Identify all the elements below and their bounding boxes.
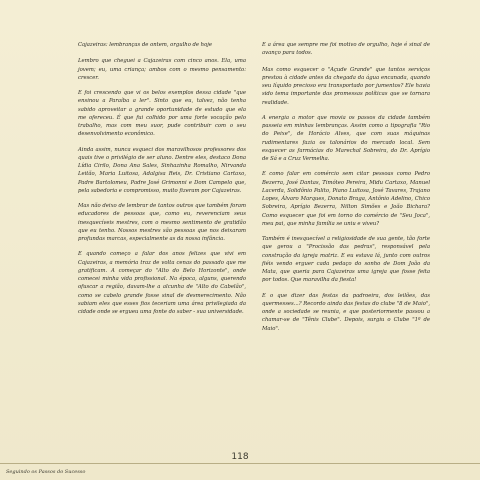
paragraph: E foi crescendo que vi os belos exemplos dessa cidade "que ensinou a Paraíba a ler". Sinto que eu, talvez, não tenha sabido aproveitar a grande oportunidade de estudo que ela me ofereceu. É que fui colhido por uma forte vocação pelo trabalho, mas com meu suor, pude contribuir com o seu desenvolvimento econômico. — [78, 90, 246, 138]
paragraph: Ainda assim, nunca esqueci dos maravilhosos professores dos quais tive o privilégio de ser aluno. Dentre eles, destaco Dona Lídia Cirilo, Dona Ana Sales, Sinhazinha Romalho, Nirvanda Leitão, Maria Luitosa, Adalgisa Reis, Dr. Cristiano Cartaxo, Padre Bartolomeu, Padre José Grimonni e Dom Campelo que, pela sabedoria e compromisso, muito fizeram por Cajazeiras. — [78, 146, 246, 194]
paragraph: Também é inesquecível a religiosidade de sua gente, tão forte que gerou a "Procissão das pedras", responsável pela construção da igreja matriz. E eu estava lá, junto com outros fiéis vendo erguer cada pedaço do sonho de Dom João da Mata, que queria para Cajazeiras uma igreja que fosse feita por todos. Que maravilha da fiesta! — [262, 236, 430, 284]
paragraph: E a área que sempre me foi motivo de orgulho, hoje é sinal de avanço para todos. — [262, 42, 430, 57]
paragraph: E quando começo a falar dos anos felizes que vivi em Cajazeiras, a memória traz de volta cenas do passado que me gratificam. A começar do "Alto do Belo Horizonte", onde comecei minha vida profissional. Na época, alguns, querendo ofuscar a região, davam-lhe a alcunha de "Alto do Cabelão", como se cabelo grande fosse sinal de desmerecimento. Não sabiam eles que esses fios teceriam uma área privilegiada da cidade onde se ergueu uma fonte do saber - sua universidade. — [78, 251, 246, 315]
page-number: 118 — [231, 452, 249, 462]
paragraph: E o que dizer das festas da padroeira, dos leilões, das quermesses...? Recordo ainda das festas do clube "8 de Maio", onde a sociedade se reunia, e que posteriormente passou a chamar-se de "Tênis Clube". Depois, surgiu o Clube "1º de Maio". — [262, 292, 430, 332]
paragraph: A energia a motor que movia os passos da cidade também passeia em minhas lembranças. Assim como a tipografia "Rio do Peixe", de Horácio Alves, que com suas máquinas rudimentares fazia os talonários do mercado local. Sem esquecer as farmácias do Marechal Sobreira, do Dr. Aprígio de Sá e a Cruz Vermelha. — [262, 114, 430, 162]
paragraph: Lembro que cheguei a Cajazeiras com cinco anos. Ela, uma jovem; eu, uma criança; ambos com o mesmo pensamento: crescer. — [78, 58, 246, 81]
left-column — [78, 41, 246, 323]
paragraph: E como falar em comércio sem citar pessoas como Pedro Bezerra, José Dantas, Timóteo Pereira, Midu Cartaxo, Manuel Lacerda, Solidônio Palito, Piano Luitosa, José Tavares, Trajano Lopes, Álvaro Marques, Donato Braga, Antônio Adelino, Chico Sobreira, Aprígio Bezerra, Nilton Simões e João Bichara? Como esquecer que foi em torno do comércio de "Seu Joca", meu pai, que minha família se uniu e viveu? — [262, 171, 430, 227]
paragraph: Mas não deixo de lembrar de tantos outros que também foram educadores de pessoas que, como eu, reverenciam seus inesquecíveis mestres, com o mesmo sentimento de gratidão que eu tenho. Nossos mestres são pessoas que nos deixaram profundas marcas, especialmente as da nossa infância. — [78, 203, 246, 242]
right-column — [262, 41, 430, 340]
footer-divider — [0, 463, 480, 464]
paragraph: Mas como esquecer o "Açude Grande" que tantos serviços prestou à cidade antes da chegada da água encanada, quando seu líquido precioso era transportado por jumentos? Ele havia sido tema importante das promessas políticas que se tornara realidade. — [262, 66, 430, 106]
section-heading: Cajazeiras: lembranças de ontem, orgulho de hoje — [78, 42, 212, 48]
footer-book-title: Seguindo os Passos do Sucesso — [6, 469, 86, 475]
